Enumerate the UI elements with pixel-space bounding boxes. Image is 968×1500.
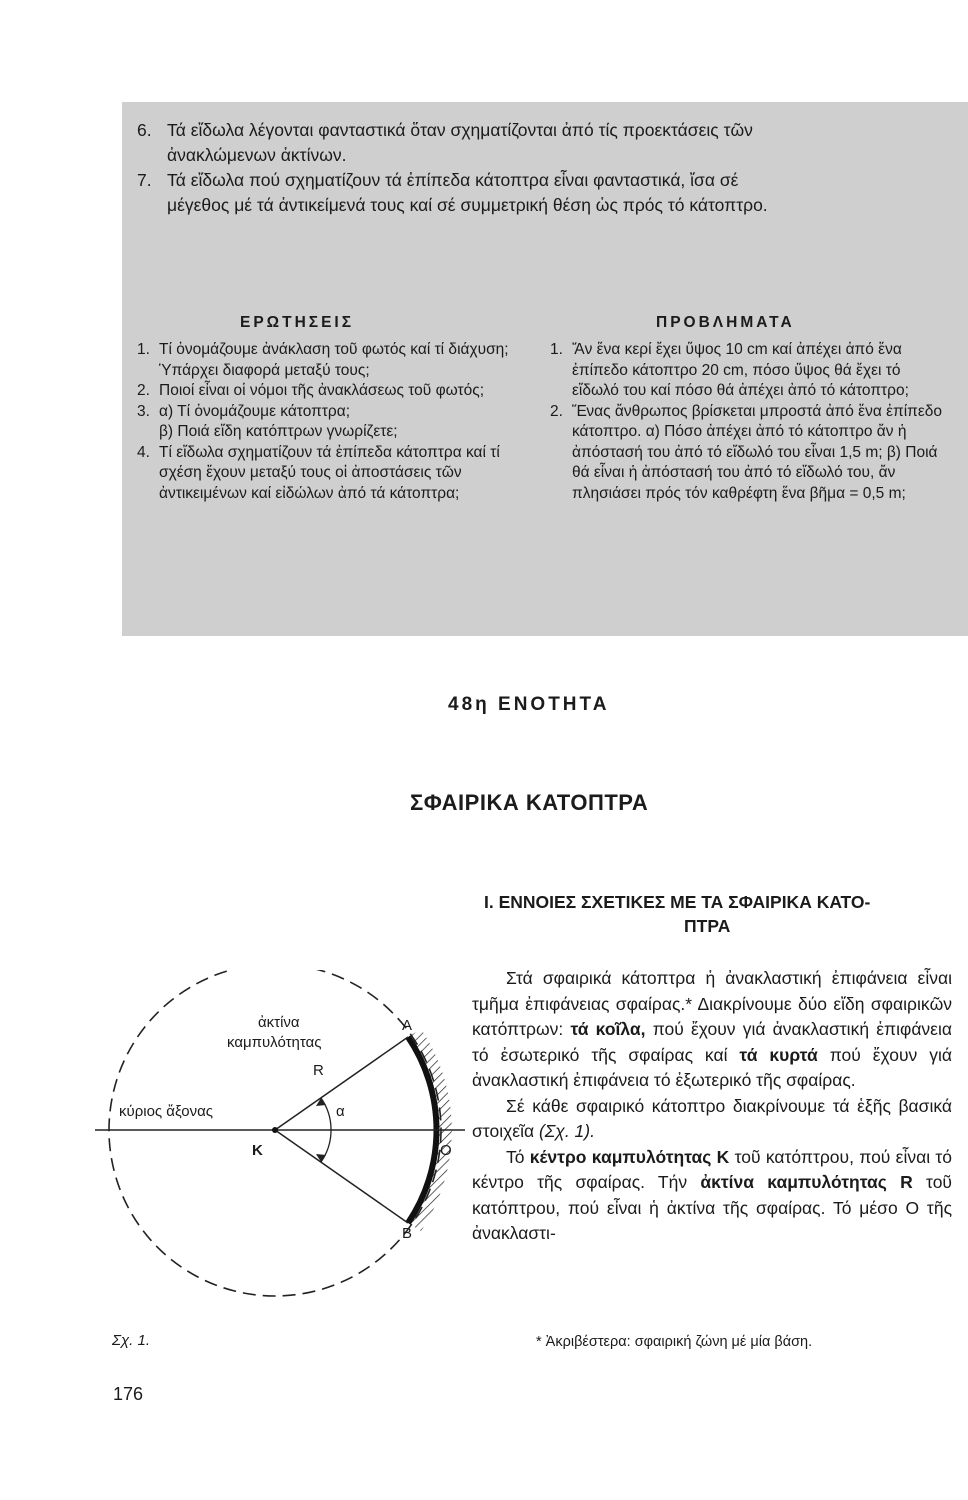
question-text-b: β) Ποιά εἴδη κατόπτρων γνωρίζετε; [159,423,398,440]
question-item [137,443,537,505]
text-run: Σέ κάθε σφαιρικό κάτοπτρο διακρίνουμε τά ἑξῆς βασικά στοιχεῖα [472,1095,952,1141]
question-num: 3. [137,402,150,420]
summary-item-7 [137,168,957,218]
term-center-of-curvature: κέντρο καμπυλότητας Κ [529,1146,730,1167]
term-convex: τά κυρτά [739,1044,818,1065]
paragraph-1 [472,966,952,1094]
problem-text: Ἕνας ἄνθρωπος βρίσκεται μπροστά ἀπό ἕνα ἐπίπεδο κάτοπτρο. α) Πόσο ἀπέχει ἀπό τό κάτοπτρο ἄν ἡ ἀπόστασή του ἀπό τό εἴδωλό του εἶναι 1,5 m; β) Ποιά θά εἶναι ἡ ἀπόστασή του ἀπό τό εἴδωλό του, ἄν πλησιάσει πρός τόν καθρέφτη ἕνα βῆμα = 0,5 m; [572,402,942,502]
term-concave: τά κοῖλα, [570,1019,646,1039]
chapter-title: ΣΦΑΙΡΙΚΑ ΚΑΤΟΠΤΡΑ [410,790,649,815]
angle-arrow-up [316,1098,326,1106]
question-num: 1. [137,341,150,358]
term-radius-of-curvature: ἀκτίνα καμπυλότητας R [700,1172,913,1192]
question-item [137,381,537,402]
question-item [137,340,537,381]
label-A: Α [402,1017,413,1034]
summary-num: 6. [137,120,152,140]
question-text: α) Τί ὀνομάζουμε κάτοπτρα; [159,402,351,420]
center-point-K [272,1127,278,1133]
problem-num: 1. [550,341,563,358]
section-heading-line2: ΠΤΡΑ [684,916,731,936]
body-text [472,966,952,1247]
label-alpha: α [336,1103,345,1120]
footnote: * Ἀκριβέστερα: σφαιρική ζώνη μέ μία βάση. [536,1334,813,1350]
summary-text: Τά εἴδωλα λέγονται φανταστικά ὅταν σχηματίζονται ἀπό τίς προεκτάσεις τῶν [167,120,753,140]
label-principal-axis: κύριος ἄξονας [119,1103,214,1120]
problem-text: Ἄν ἕνα κερί ἔχει ὕψος 10 cm καί ἀπέχει ἀπό ἕνα ἐπίπεδο κάτοπτρο 20 cm, πόσο ὕψος θά ἔχει τό εἴδωλό του καί πόσο θά ἀπέχει ἀπό τό κάτοπτρο; [572,341,909,399]
summary-item-6 [137,118,957,168]
text-run: τοῦ κατόπτρου, πού εἶναι τό κέντρο τῆς σφαίρας. Τήν [472,1146,952,1192]
summary-text: Τά εἴδωλα πού σχηματίζουν τά ἐπίπεδα κάτοπτρα εἶναι φανταστικά, ἴσα σέ [167,170,739,190]
paragraph-3 [472,1145,952,1247]
problem-item [550,402,948,505]
question-text: Τί ὀνομάζουμε ἀνάκλαση τοῦ φωτός καί τί διάχυση; Ὑπάρχει διαφορά μεταξύ τους; [159,341,509,379]
label-B: Β [402,1225,413,1242]
question-num: 4. [137,443,150,461]
text-run: πού ἔχουν γιά ἀνακλαστική ἐπιφάνεια τό ἐξωτερικό τῆς σφαίρας. [472,1044,952,1090]
questions-list [137,340,537,504]
label-radius-1: ἀκτίνα [258,1014,300,1031]
summary-text-cont: ἀνακλώμενων ἀκτίνων. [167,145,347,165]
text-run: Τό [506,1146,530,1167]
angle-arrow-down [316,1154,326,1162]
problems-list [550,340,948,504]
text-run: πού ἔχουν γιά ἀνακλαστική ἐπιφάνεια τό ἐσωτερικό τῆς σφαίρας καί [472,1019,952,1065]
label-radius-2: καμπυλότητας [227,1034,322,1051]
radius-line-KB [275,1130,408,1223]
summary-text-cont: μέγεθος μέ τά ἀντικείμενά τους καί σέ συμμετρική θέση ὡς πρός τό κάτοπτρο. [167,195,768,215]
label-R: R [313,1062,324,1079]
question-text: Ποιοί εἶναι οἱ νόμοι τῆς ἀνακλάσεως τοῦ φωτός; [159,382,485,399]
summary-num: 7. [137,170,152,190]
question-item [137,402,537,443]
question-text: Τί εἴδωλα σχηματίζουν τά ἐπίπεδα κάτοπτρα καί τί σχέση ἔχουν μεταξύ τους οἱ ἀποστάσεις τῶν ἀντικειμένων καί εἰδώλων ἀπό τά κάτοπτρα; [159,443,500,502]
problem-item [550,340,948,402]
question-num: 2. [137,382,150,399]
page-number: 176 [113,1384,144,1404]
problems-heading: ΠΡΟΒΛΗΜΑΤΑ [656,314,795,331]
problem-num: 2. [550,402,563,420]
label-K: Κ [252,1142,263,1159]
unit-title: 48η ΕΝΟΤΗΤΑ [448,694,610,715]
text-run: τοῦ κατόπτρου, πού εἶναι ἡ ἀκτίνα τῆς σφαίρας. Τό μέσο Ο τῆς ἀνακλαστι- [472,1172,952,1243]
spherical-mirror-figure [95,970,467,1320]
paragraph-2 [472,1094,952,1145]
label-O: Ο [440,1142,452,1159]
figure-caption: Σχ. 1. [112,1332,151,1349]
questions-heading: ΕΡΩΤΗΣΕΙΣ [240,314,355,331]
figure-reference: (Σχ. 1). [538,1121,595,1141]
section-heading [484,890,968,938]
text-run: Στά σφαιρικά κάτοπτρα ἡ ἀνακλαστική ἐπιφάνεια εἶναι τμῆμα ἐπιφάνειας σφαίρας.* Διακρίνουμε δύο εἴδη σφαιρικῶν κατόπτρων: [472,968,952,1039]
section-heading-line1: Ι. ΕΝΝΟΙΕΣ ΣΧΕΤΙΚΕΣ ΜΕ ΤΑ ΣΦΑΙΡΙΚΑ ΚΑΤΟ- [484,892,871,912]
